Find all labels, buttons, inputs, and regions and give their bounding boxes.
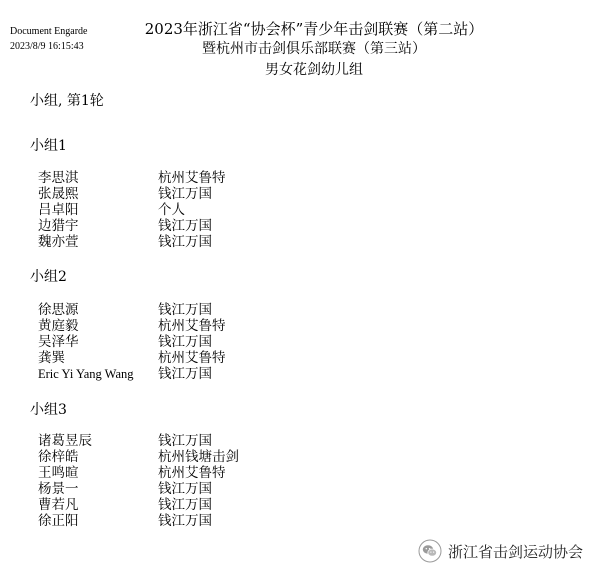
fencer-club: 钱江万国 [158, 334, 212, 350]
fencer-name: 李思淇 [38, 170, 79, 186]
fencer-club: 钱江万国 [158, 497, 212, 513]
watermark-text: 浙江省击剑运动协会 [448, 542, 584, 561]
event-category: 男女花剑幼儿组 [265, 62, 363, 78]
fencer-name: 徐梓皓 [38, 449, 79, 465]
fencer-club: 钱江万国 [158, 481, 212, 497]
fencer-name: 魏亦萱 [38, 234, 79, 250]
fencer-club: 钱江万国 [158, 302, 212, 318]
fencer-club: 钱江万国 [158, 186, 212, 202]
fencer-name: 吕卓阳 [38, 202, 79, 218]
fencer-name: 边猎宇 [38, 218, 79, 234]
fencer-name: 张晟熙 [38, 186, 79, 202]
fencer-club: 钱江万国 [158, 513, 212, 529]
group-title: 小组2 [30, 269, 67, 285]
fencer-club: 杭州艾鲁特 [158, 350, 226, 366]
wechat-watermark [418, 539, 583, 563]
fencer-name: Eric Yi Yang Wang [38, 367, 134, 381]
fencer-club: 杭州艾鲁特 [158, 318, 226, 334]
fencer-name: 诸葛昱辰 [38, 433, 92, 449]
fencer-name: 王鸣暄 [38, 465, 79, 481]
fencer-name: 徐思源 [38, 302, 79, 318]
fencer-club: 钱江万国 [158, 218, 212, 234]
document-title: 2023年浙江省“协会杯”青少年击剑联赛（第二站） [144, 20, 484, 38]
fencer-name: 吴泽华 [38, 334, 79, 350]
document-subtitle: 暨杭州市击剑俱乐部联赛（第三站） [202, 41, 426, 57]
fencer-name: 徐正阳 [38, 513, 79, 529]
fencer-name: 黄庭毅 [38, 318, 79, 334]
fencer-club: 钱江万国 [158, 366, 212, 382]
wechat-icon [418, 539, 442, 563]
fencer-name: 杨景一 [38, 481, 79, 497]
fencer-club: 杭州艾鲁特 [158, 465, 226, 481]
software-name: Document Engarde [10, 26, 88, 37]
fencer-club: 个人 [158, 202, 185, 218]
fencer-club: 钱江万国 [158, 234, 212, 250]
fencer-name: 曹若凡 [38, 497, 79, 513]
fencer-club: 杭州钱塘击剑 [158, 449, 239, 465]
fencer-club: 钱江万国 [158, 433, 212, 449]
print-datetime: 2023/8/9 16:15:43 [10, 41, 84, 52]
round-heading: 小组, 第1轮 [30, 93, 104, 109]
fencer-name: 龚巽 [38, 350, 65, 366]
group-title: 小组3 [30, 402, 67, 418]
fencer-club: 杭州艾鲁特 [158, 170, 226, 186]
group-title: 小组1 [30, 138, 67, 154]
